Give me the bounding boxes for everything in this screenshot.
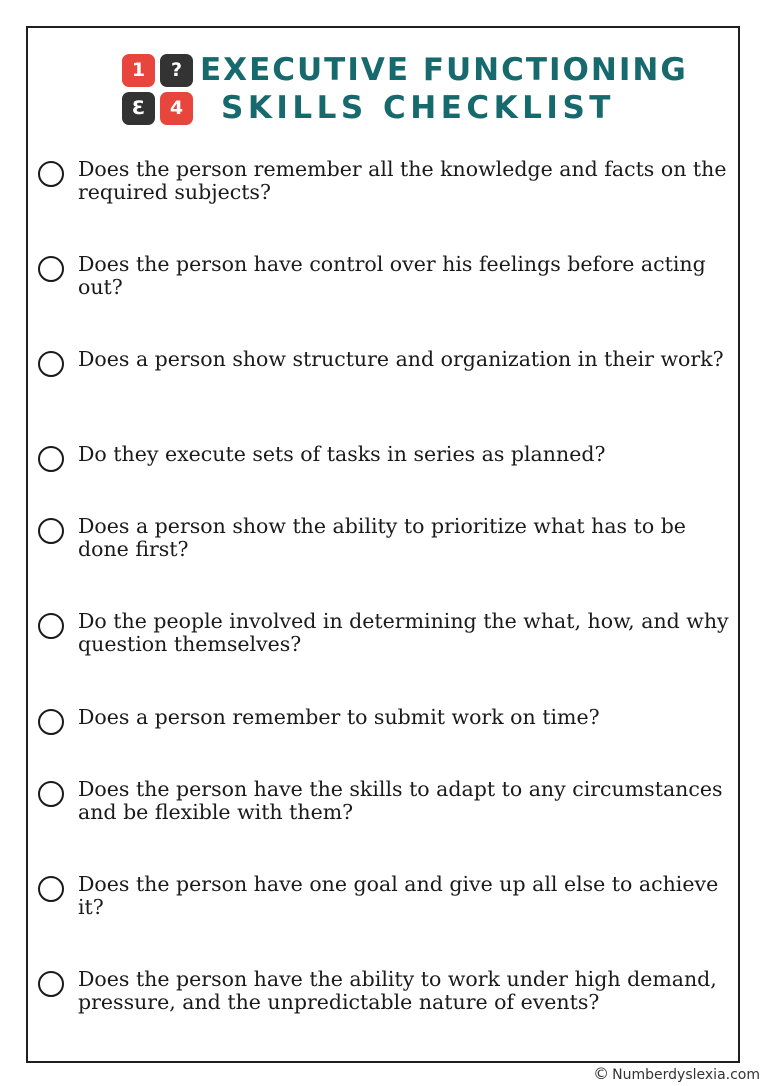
- checklist-question: Do the people involved in determining the what, how, and why question themselves?: [78, 609, 729, 656]
- page-title-line-2: SKILLS CHECKLIST: [221, 90, 615, 126]
- logo-tile-2: ?: [160, 54, 193, 87]
- worksheet-page: [26, 26, 740, 1063]
- checklist-question: Does a person show the ability to prioritize what has to be done first?: [78, 514, 686, 561]
- checklist-item: [38, 158, 738, 218]
- checklist-item: [38, 610, 738, 670]
- checkbox-circle[interactable]: [38, 781, 64, 807]
- checkbox-circle[interactable]: [38, 971, 64, 997]
- page-title-line-1: EXECUTIVE FUNCTIONING: [200, 52, 688, 88]
- checkbox-circle[interactable]: [38, 256, 64, 282]
- checklist-question: Does the person remember all the knowledge and facts on the required subjects?: [78, 157, 727, 204]
- checklist-item: [38, 778, 738, 838]
- checklist-item: [38, 968, 738, 1028]
- checklist-question: Does the person have one goal and give up all else to achieve it?: [78, 872, 719, 919]
- checklist-item: [38, 706, 738, 766]
- checkbox-circle[interactable]: [38, 876, 64, 902]
- checklist-question: Does the person have control over his feelings before acting out?: [78, 252, 706, 299]
- checklist-question: Does a person show structure and organization in their work?: [78, 347, 724, 371]
- copyright-footer: [593, 1063, 760, 1085]
- logo-tile-4: 4: [160, 92, 193, 125]
- logo-tile-1: 1: [122, 54, 155, 87]
- checkbox-circle[interactable]: [38, 613, 64, 639]
- checkbox-circle[interactable]: [38, 446, 64, 472]
- checklist-question: Does a person remember to submit work on time?: [78, 705, 600, 729]
- checklist-item: [38, 348, 738, 408]
- checklist-item: [38, 443, 738, 503]
- checklist-item: [38, 515, 738, 575]
- checklist-item: [38, 253, 738, 313]
- site-name[interactable]: Numberdyslexia.com: [612, 1067, 760, 1083]
- checklist-question: Does the person have the ability to work under high demand, pressure, and the unpredictable nature of events?: [78, 967, 717, 1014]
- logo-tile-3: Ɛ: [122, 92, 155, 125]
- checkbox-circle[interactable]: [38, 161, 64, 187]
- copyright-icon: ©: [593, 1064, 610, 1083]
- checkbox-circle[interactable]: [38, 351, 64, 377]
- checklist-question: Do they execute sets of tasks in series as planned?: [78, 442, 606, 466]
- checklist-item: [38, 873, 738, 933]
- skills-checklist: [28, 28, 738, 1061]
- checkbox-circle[interactable]: [38, 709, 64, 735]
- checklist-question: Does the person have the skills to adapt to any circumstances and be flexible with them?: [78, 777, 723, 824]
- checkbox-circle[interactable]: [38, 518, 64, 544]
